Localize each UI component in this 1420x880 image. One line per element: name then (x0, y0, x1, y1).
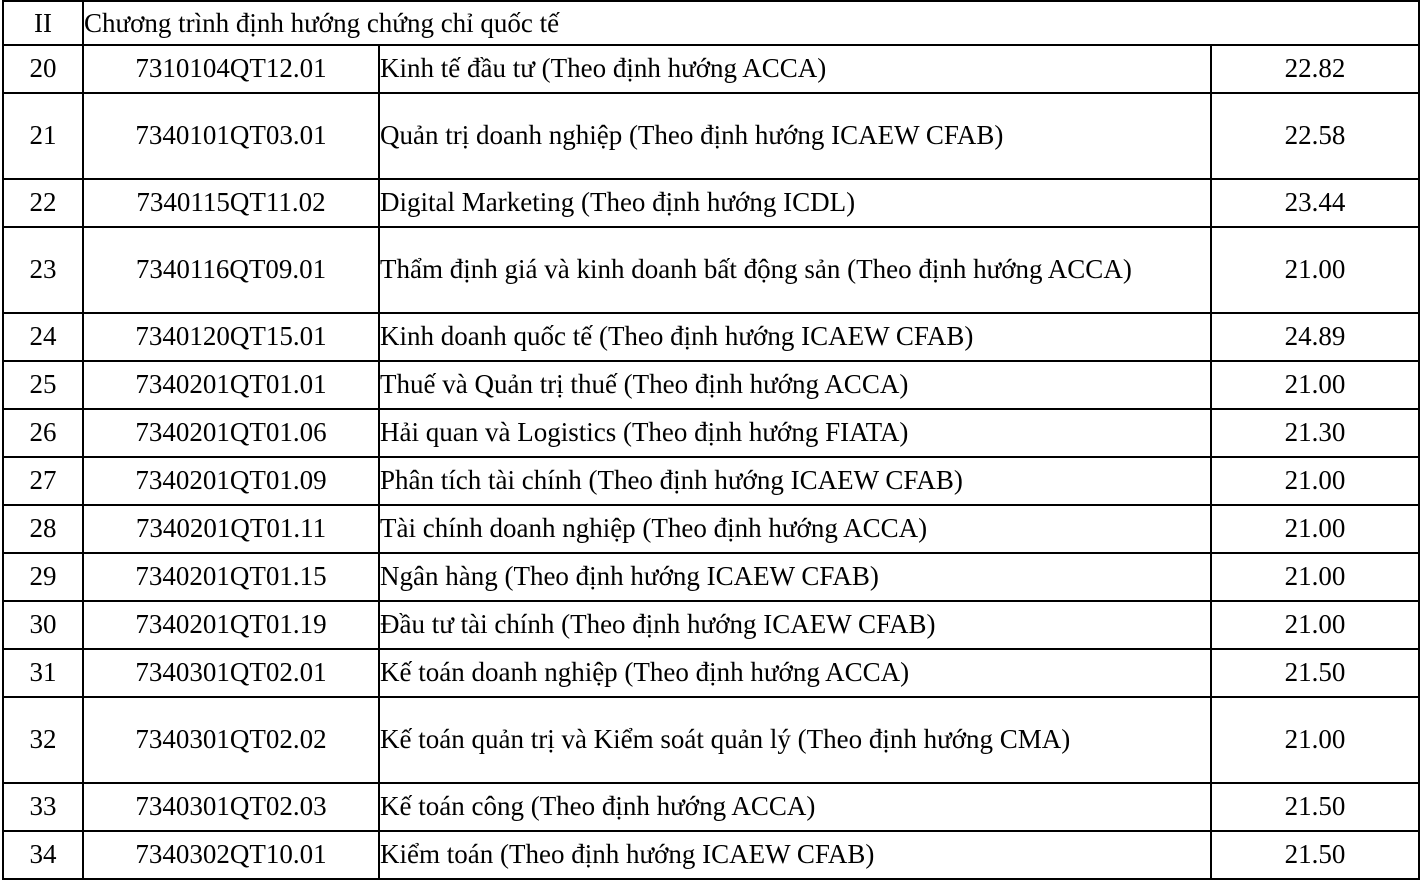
benchmark-score: 21.00 (1211, 553, 1419, 601)
benchmark-score: 21.50 (1211, 831, 1419, 879)
table-row (3, 553, 1419, 601)
benchmark-score: 22.82 (1211, 45, 1419, 93)
program-code: 7340120QT15.01 (83, 313, 379, 361)
benchmark-score: 23.44 (1211, 179, 1419, 227)
program-code: 7340201QT01.06 (83, 409, 379, 457)
row-number: 32 (3, 697, 83, 783)
table-row (3, 179, 1419, 227)
program-code: 7340301QT02.01 (83, 649, 379, 697)
program-name: Ngân hàng (Theo định hướng ICAEW CFAB) (379, 553, 1211, 601)
table-row (3, 831, 1419, 879)
program-code: 7340201QT01.11 (83, 505, 379, 553)
table-body (3, 1, 1419, 879)
program-name: Kiểm toán (Theo định hướng ICAEW CFAB) (379, 831, 1211, 879)
table-row (3, 649, 1419, 697)
table-row (3, 361, 1419, 409)
program-name: Kế toán quản trị và Kiểm soát quản lý (Theo định hướng CMA) (379, 697, 1211, 783)
benchmark-score: 21.30 (1211, 409, 1419, 457)
program-code: 7340201QT01.15 (83, 553, 379, 601)
benchmark-score: 21.00 (1211, 361, 1419, 409)
program-name: Kế toán công (Theo định hướng ACCA) (379, 783, 1211, 831)
benchmark-score: 21.50 (1211, 783, 1419, 831)
table-row (3, 313, 1419, 361)
row-number: 33 (3, 783, 83, 831)
row-number: 22 (3, 179, 83, 227)
program-code: 7340116QT09.01 (83, 227, 379, 313)
table-row (3, 601, 1419, 649)
row-number: 29 (3, 553, 83, 601)
table-row (3, 45, 1419, 93)
row-number: 23 (3, 227, 83, 313)
admission-scores-table (2, 0, 1420, 880)
table-row (3, 697, 1419, 783)
program-code: 7340201QT01.19 (83, 601, 379, 649)
section-numeral: II (3, 1, 83, 45)
benchmark-score: 21.00 (1211, 227, 1419, 313)
program-name: Phân tích tài chính (Theo định hướng ICAEW CFAB) (379, 457, 1211, 505)
program-name: Thuế và Quản trị thuế (Theo định hướng ACCA) (379, 361, 1211, 409)
benchmark-score: 21.00 (1211, 697, 1419, 783)
table-row (3, 457, 1419, 505)
table-row (3, 227, 1419, 313)
program-name: Hải quan và Logistics (Theo định hướng FIATA) (379, 409, 1211, 457)
row-number: 26 (3, 409, 83, 457)
program-code: 7340201QT01.01 (83, 361, 379, 409)
program-code: 7340302QT10.01 (83, 831, 379, 879)
row-number: 27 (3, 457, 83, 505)
program-name: Thẩm định giá và kinh doanh bất động sản (Theo định hướng ACCA) (379, 227, 1211, 313)
benchmark-score: 22.58 (1211, 93, 1419, 179)
program-code: 7310104QT12.01 (83, 45, 379, 93)
section-title: Chương trình định hướng chứng chỉ quốc tế (83, 1, 1419, 45)
program-name: Đầu tư tài chính (Theo định hướng ICAEW CFAB) (379, 601, 1211, 649)
benchmark-score: 24.89 (1211, 313, 1419, 361)
row-number: 34 (3, 831, 83, 879)
program-name: Quản trị doanh nghiệp (Theo định hướng ICAEW CFAB) (379, 93, 1211, 179)
program-code: 7340115QT11.02 (83, 179, 379, 227)
program-name: Kinh tế đầu tư (Theo định hướng ACCA) (379, 45, 1211, 93)
row-number: 28 (3, 505, 83, 553)
section-header-row (3, 1, 1419, 45)
row-number: 20 (3, 45, 83, 93)
program-code: 7340301QT02.03 (83, 783, 379, 831)
table-row (3, 783, 1419, 831)
program-code: 7340101QT03.01 (83, 93, 379, 179)
program-name: Tài chính doanh nghiệp (Theo định hướng ACCA) (379, 505, 1211, 553)
benchmark-score: 21.00 (1211, 505, 1419, 553)
program-name: Kế toán doanh nghiệp (Theo định hướng ACCA) (379, 649, 1211, 697)
program-code: 7340301QT02.02 (83, 697, 379, 783)
table-row (3, 505, 1419, 553)
benchmark-score: 21.00 (1211, 457, 1419, 505)
row-number: 25 (3, 361, 83, 409)
table-row (3, 409, 1419, 457)
benchmark-score: 21.50 (1211, 649, 1419, 697)
row-number: 21 (3, 93, 83, 179)
row-number: 24 (3, 313, 83, 361)
program-name: Digital Marketing (Theo định hướng ICDL) (379, 179, 1211, 227)
row-number: 31 (3, 649, 83, 697)
program-name: Kinh doanh quốc tế (Theo định hướng ICAEW CFAB) (379, 313, 1211, 361)
table-row (3, 93, 1419, 179)
benchmark-score: 21.00 (1211, 601, 1419, 649)
program-code: 7340201QT01.09 (83, 457, 379, 505)
row-number: 30 (3, 601, 83, 649)
